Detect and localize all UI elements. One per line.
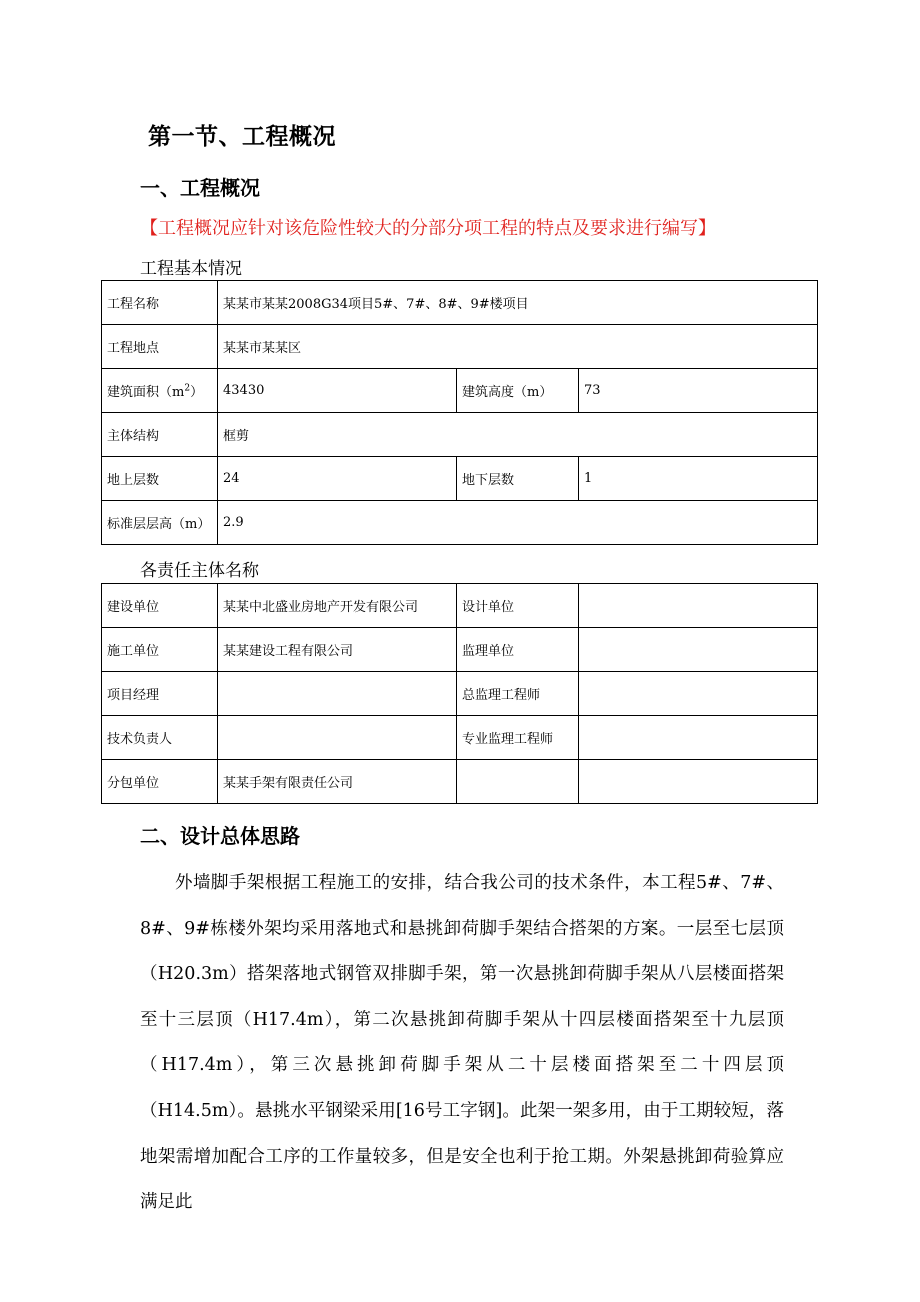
table-row — [102, 457, 818, 501]
area-label: 建筑面积$(m^2)$ — [102, 369, 218, 413]
party-value — [579, 628, 818, 672]
basic-info-table — [101, 280, 818, 545]
party-value — [579, 672, 818, 716]
project-name-label: 工程名称 — [102, 281, 218, 325]
party-label — [457, 760, 579, 804]
parties-table — [101, 583, 818, 804]
party-value — [579, 760, 818, 804]
floors-above-label: 地上层数 — [102, 457, 218, 501]
party-label: 专业监理工程师 — [457, 716, 579, 760]
table-row — [102, 325, 818, 369]
floors-below-label: 地下层数 — [457, 457, 579, 501]
party-label: 建设单位 — [102, 584, 218, 628]
structure-label: 主体结构 — [102, 413, 218, 457]
party-label: 总监理工程师 — [457, 672, 579, 716]
area-value: 43430 — [218, 369, 457, 413]
std-height-value: 2.9 — [218, 501, 818, 545]
party-value: 某某中北盛业房地产开发有限公司 — [218, 584, 457, 628]
parties-caption: 各责任主体名称 — [140, 561, 259, 581]
std-height-label: 标准层层高（m） — [102, 501, 218, 545]
party-value: 某某建设工程有限公司 — [218, 628, 457, 672]
floors-below-value: 1 — [579, 457, 818, 501]
party-label: 项目经理 — [102, 672, 218, 716]
table-row — [102, 584, 818, 628]
design-approach-paragraph: 外墙脚手架根据工程施工的安排，结合我公司的技术条件，本工程5#、7#、8#、9#栋楼外架均采用落地式和悬挑卸荷脚手架结合搭架的方案。一层至七层顶（H20.3m）搭架落地式钢管双排脚手架，第一次悬挑卸荷脚手架从八层楼面搭架至十三层顶（H17.4m），第二次悬挑卸荷脚手架从十四层楼面搭架至十九层顶（H17.4m），第三次悬挑卸荷脚手架从二十层楼面搭架至二十四层顶（H14.5m）。悬挑水平钢梁采用[16号工字钢]。此架一架多用，由于工期较短，落地架需增加配合工序的工作量较多，但是安全也利于抢工期。外架悬挑卸荷验算应满足此 — [140, 873, 784, 1213]
party-value — [579, 584, 818, 628]
party-label: 分包单位 — [102, 760, 218, 804]
party-value — [579, 716, 818, 760]
location-label: 工程地点 — [102, 325, 218, 369]
location-value: 某某市某某区 — [218, 325, 818, 369]
table-row — [102, 628, 818, 672]
party-value — [218, 716, 457, 760]
height-value: 73 — [579, 369, 818, 413]
party-label: 设计单位 — [457, 584, 579, 628]
heading-project-overview: 一、工程概况 — [140, 176, 260, 200]
basic-info-caption: 工程基本情况 — [140, 259, 242, 279]
party-value: 某某手架有限责任公司 — [218, 760, 457, 804]
table-row — [102, 369, 818, 413]
section-title: 第一节、工程概况 — [148, 124, 336, 150]
editing-note: 【工程概况应针对该危险性较大的分部分项工程的特点及要求进行编写】 — [140, 218, 716, 239]
structure-value: 框剪 — [218, 413, 818, 457]
party-label: 监理单位 — [457, 628, 579, 672]
floors-above-value: 24 — [218, 457, 457, 501]
party-label: 技术负责人 — [102, 716, 218, 760]
height-label: 建筑高度（m） — [457, 369, 579, 413]
table-row — [102, 413, 818, 457]
table-row — [102, 501, 818, 545]
table-row — [102, 760, 818, 804]
heading-design-approach: 二、设计总体思路 — [140, 824, 300, 848]
table-row — [102, 716, 818, 760]
table-row — [102, 281, 818, 325]
party-label: 施工单位 — [102, 628, 218, 672]
party-value — [218, 672, 457, 716]
project-name-value: 某某市某某2008G34项目5#、7#、8#、9#楼项目 — [218, 281, 818, 325]
table-row — [102, 672, 818, 716]
